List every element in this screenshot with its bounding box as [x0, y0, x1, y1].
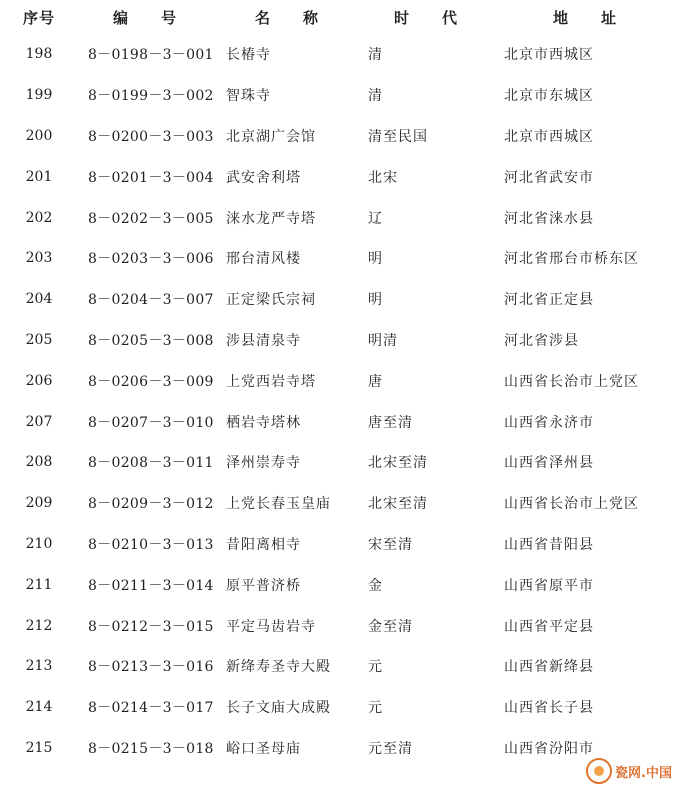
address-cell: 山西省昔阳县	[504, 536, 594, 553]
code-cell: 8－0202－3－005	[88, 210, 214, 227]
code-cell: 8－0210－3－013	[88, 536, 214, 553]
code-cell: 8－0212－3－015	[88, 618, 214, 635]
watermark	[586, 758, 672, 784]
code-cell: 8－0209－3－012	[88, 496, 214, 513]
address-cell: 北京市东城区	[504, 88, 594, 105]
code-cell: 8－0198－3－001	[88, 47, 214, 64]
serial-cell: 209	[25, 495, 53, 512]
code-cell: 8－0200－3－003	[88, 128, 214, 145]
name-cell: 上党西岩寺塔	[226, 373, 316, 390]
name-cell: 原平普济桥	[226, 577, 301, 594]
table-row	[0, 687, 680, 728]
serial-cell: 215	[25, 739, 53, 756]
era-cell: 金	[368, 577, 383, 594]
era-cell: 金至清	[368, 618, 413, 635]
header-name: 名 称	[254, 8, 327, 27]
address-cell: 北京市西城区	[504, 47, 594, 64]
name-cell: 长椿寺	[226, 47, 271, 64]
table-row	[0, 320, 680, 361]
address-cell: 山西省长治市上党区	[504, 373, 639, 390]
address-cell: 山西省新绛县	[504, 659, 594, 676]
table-row	[0, 279, 680, 320]
header-serial: 序号	[22, 8, 55, 27]
name-cell: 新绛寿圣寺大殿	[226, 659, 331, 676]
era-cell: 元至清	[368, 740, 413, 757]
serial-cell: 199	[25, 87, 53, 104]
name-cell: 邢台清风楼	[226, 251, 301, 268]
name-cell: 长子文庙大成殿	[226, 700, 331, 717]
serial-cell: 207	[25, 413, 53, 430]
name-cell: 智珠寺	[226, 88, 271, 105]
address-cell: 山西省平定县	[504, 618, 594, 635]
serial-cell: 213	[25, 658, 53, 675]
code-cell: 8－0214－3－017	[88, 700, 214, 717]
table-row	[0, 646, 680, 687]
name-cell: 上党长春玉皇庙	[226, 496, 331, 513]
era-cell: 唐	[368, 373, 383, 390]
address-cell: 山西省永济市	[504, 414, 594, 431]
serial-cell: 204	[25, 291, 53, 308]
table-row	[0, 360, 680, 401]
ceramic-logo-icon	[586, 758, 612, 784]
era-cell: 唐至清	[368, 414, 413, 431]
serial-cell: 210	[25, 535, 53, 552]
header-address: 地 址	[552, 8, 625, 27]
code-cell: 8－0201－3－004	[88, 169, 214, 186]
address-cell: 山西省泽州县	[504, 455, 594, 472]
table-row	[0, 238, 680, 279]
era-cell: 北宋至清	[368, 496, 428, 513]
table-row	[0, 442, 680, 483]
header-code: 编 号	[112, 8, 185, 27]
name-cell: 涞水龙严寺塔	[226, 210, 316, 227]
serial-cell: 200	[25, 127, 53, 144]
table-row	[0, 483, 680, 524]
address-cell: 山西省长子县	[504, 700, 594, 717]
table-row	[0, 728, 680, 769]
era-cell: 北宋至清	[368, 455, 428, 472]
serial-cell: 208	[25, 454, 53, 471]
code-cell: 8－0205－3－008	[88, 332, 214, 349]
table-row	[0, 564, 680, 605]
era-cell: 北宋	[368, 169, 398, 186]
table-row	[0, 197, 680, 238]
address-cell: 山西省长治市上党区	[504, 496, 639, 513]
address-cell: 河北省涉县	[504, 332, 579, 349]
code-cell: 8－0208－3－011	[88, 455, 214, 472]
address-cell: 山西省原平市	[504, 577, 594, 594]
era-cell: 宋至清	[368, 536, 413, 553]
code-cell: 8－0203－3－006	[88, 251, 214, 268]
name-cell: 北京湖广会馆	[226, 128, 316, 145]
address-cell: 河北省涞水县	[504, 210, 594, 227]
table-row	[0, 75, 680, 116]
address-cell: 河北省正定县	[504, 292, 594, 309]
serial-cell: 206	[25, 372, 53, 389]
name-cell: 峪口圣母庙	[226, 740, 301, 757]
table-row	[0, 605, 680, 646]
code-cell: 8－0207－3－010	[88, 414, 214, 431]
serial-cell: 198	[25, 46, 53, 63]
serial-cell: 214	[25, 699, 53, 716]
name-cell: 涉县清泉寺	[226, 332, 301, 349]
watermark-text: 瓷网.中国	[615, 765, 672, 781]
serial-cell: 212	[25, 617, 53, 634]
serial-cell: 203	[25, 250, 53, 267]
address-cell: 河北省邢台市桥东区	[504, 251, 639, 268]
header-row	[0, 0, 680, 34]
serial-cell: 202	[25, 209, 53, 226]
name-cell: 栖岩寺塔林	[226, 414, 301, 431]
serial-cell: 201	[25, 168, 53, 185]
code-cell: 8－0211－3－014	[88, 577, 214, 594]
code-cell: 8－0215－3－018	[88, 740, 214, 757]
code-cell: 8－0199－3－002	[88, 88, 214, 105]
era-cell: 元	[368, 659, 383, 676]
name-cell: 武安舍利塔	[226, 169, 301, 186]
name-cell: 正定梁氏宗祠	[226, 292, 316, 309]
address-cell: 山西省汾阳市	[504, 740, 594, 757]
name-cell: 泽州崇寿寺	[226, 455, 301, 472]
era-cell: 清	[368, 47, 383, 64]
era-cell: 辽	[368, 210, 383, 227]
header-era: 时 代	[393, 8, 466, 27]
era-cell: 明	[368, 292, 383, 309]
era-cell: 清至民国	[368, 128, 428, 145]
serial-cell: 211	[25, 576, 53, 593]
table-row	[0, 401, 680, 442]
code-cell: 8－0204－3－007	[88, 292, 214, 309]
table-row	[0, 524, 680, 565]
table-row	[0, 116, 680, 157]
name-cell: 平定马齿岩寺	[226, 618, 316, 635]
serial-cell: 205	[25, 331, 53, 348]
address-cell: 河北省武安市	[504, 169, 594, 186]
code-cell: 8－0213－3－016	[88, 659, 214, 676]
era-cell: 元	[368, 700, 383, 717]
name-cell: 昔阳离相寺	[226, 536, 301, 553]
era-cell: 明	[368, 251, 383, 268]
era-cell: 清	[368, 88, 383, 105]
table-row	[0, 156, 680, 197]
table-row	[0, 34, 680, 75]
code-cell: 8－0206－3－009	[88, 373, 214, 390]
era-cell: 明清	[368, 332, 398, 349]
address-cell: 北京市西城区	[504, 128, 594, 145]
